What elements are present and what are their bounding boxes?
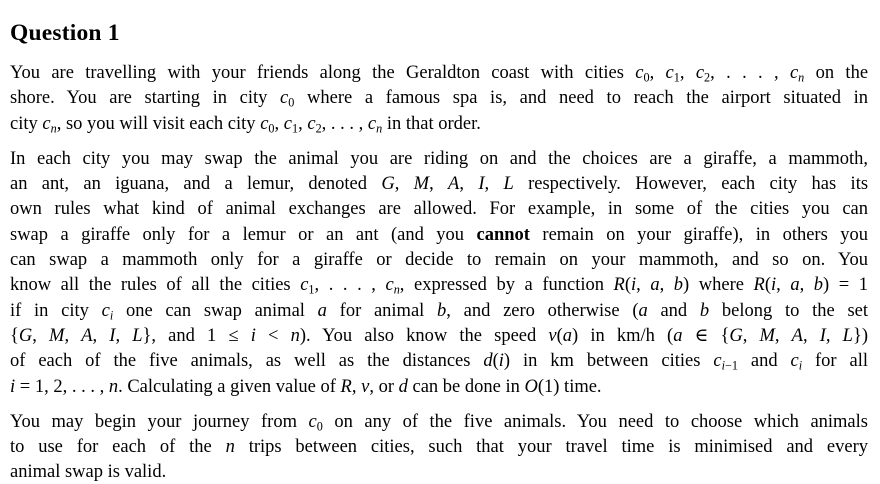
text-run: an ant, an iguana, and a lemur, denoted [10,174,382,195]
math-run: n [225,437,235,458]
text-run: < [255,325,291,346]
text-run: ( [764,275,772,296]
text-run: , [776,275,791,296]
math-run: 2 [704,70,711,85]
text-run: = 1, 2, . . . , [15,376,109,397]
paragraph [10,61,868,137]
math-run: c [713,351,722,372]
math-run: a [650,275,660,296]
text-run: respectively. However, each city has its [513,174,869,195]
math-run: a [638,300,648,321]
text-run: on any of the five animals. You need to choose which animals [322,411,868,432]
text-run: can swap a mammoth only for a giraffe or decide to remain on your mammoth, and so on. You [10,250,868,271]
text-run: , [649,63,666,83]
text-run: , [679,63,696,83]
text-run: to use for each of the [10,437,226,458]
text-run: , and zero otherwise ( [446,300,639,321]
math-run: b [673,275,684,296]
math-run: 1 [673,70,680,85]
math-run: c [260,113,269,134]
text-run: , [825,325,843,346]
text-run: shore. You are starting in city [10,88,281,109]
math-run: G [729,325,743,346]
text-run: on the [804,63,869,83]
math-run: M [413,174,430,195]
text-run: , [774,325,792,346]
text-run: ( [492,351,499,372]
text-line [10,273,868,298]
math-run: −1 [724,358,738,373]
text-run: ) = 1 [823,275,868,296]
text-line [10,460,868,484]
math-run: G [18,325,33,346]
math-run: v [548,325,557,346]
math-run: c [789,63,799,83]
math-run: c [280,88,289,109]
math-run: I [109,325,116,346]
math-run: n [798,70,805,85]
math-run: M [759,325,775,346]
math-run: a [317,300,327,321]
text-line [10,86,868,111]
math-run: c [665,63,674,83]
math-run: b [813,275,824,296]
text-line [10,435,868,460]
text-run: ∈ { [682,325,730,346]
text-run: ) where [683,275,754,296]
text-run: In each city you may swap the animal you are riding on and the choices are a giraffe, a mammoth, [10,148,868,169]
paragraph [10,147,868,400]
text-run: ( [624,275,632,296]
text-run: know all the rules of all the cities [10,275,301,296]
text-run: one can swap animal [113,300,318,321]
math-run: i [250,325,256,346]
text-run: (1) time. [537,376,602,397]
math-run: n [376,121,383,135]
math-run: 1 [291,121,299,135]
text-run: , [659,275,674,296]
math-run: c [42,113,51,134]
text-run: of each of the five animals, as well as the distances [10,351,484,372]
text-run: , [298,113,308,134]
text-run: ( [556,325,563,346]
math-run: L [503,174,514,195]
text-run: ). You also know the speed [299,325,549,346]
math-run: d [483,351,493,372]
text-run: , [32,325,50,346]
text-line [10,248,868,273]
math-run: I [819,325,826,346]
text-run: in that order. [382,113,481,134]
text-run: You are travelling with your friends along the Geraldton coast with cities [10,63,636,83]
math-run: I [478,174,485,195]
math-run: c [307,113,316,134]
text-line [10,112,868,137]
math-run: n [393,282,400,297]
math-run: c [635,63,644,83]
math-run: M [49,325,65,346]
text-run: . Calculating a given value of [118,376,341,397]
text-line [10,375,868,400]
text-run: belong to the set [709,300,868,321]
text-run: city [10,113,43,134]
text-run: , [459,174,479,195]
math-run: G [381,174,395,195]
text-run: , . . . , [321,113,368,134]
math-run: d [398,376,408,397]
text-run: }) [852,325,869,346]
text-run: You may begin your journey from [10,411,309,432]
text-run: , [742,325,760,346]
document-body [10,61,868,484]
text-run: where a famous spa is, and need to reach the airport situated in [294,88,868,109]
text-line [10,299,868,324]
text-run: , [115,325,133,346]
math-run: n [50,121,57,135]
math-run: i [109,308,114,323]
math-run: A [448,174,460,195]
text-run: , [636,275,651,296]
math-run: 1 [308,282,315,297]
math-run: i [771,275,777,296]
math-run: R [753,275,765,296]
text-run: , . . . , [314,275,386,296]
math-run: A [791,325,803,346]
text-run: , [484,174,504,195]
math-run: a [562,325,573,346]
text-run: , . . . , [710,63,790,83]
text-run: , [799,275,814,296]
math-run: R [613,275,625,296]
text-run: and [647,300,700,321]
math-run: c [283,113,292,134]
text-line [10,223,868,248]
text-run: for animal [326,300,438,321]
text-run: if in city [10,300,102,321]
text-line [10,197,868,222]
math-run: L [132,325,143,346]
math-run: R [340,376,352,397]
text-run: , [351,376,362,397]
math-run: a [673,325,683,346]
math-run: A [81,325,93,346]
text-line [10,61,868,86]
paragraph [10,410,868,484]
text-run: trips between cities, such that your travel time is minimised and every [234,437,868,458]
text-run: , [394,174,414,195]
text-run: { [10,325,19,346]
text-run: , [429,174,449,195]
text-run: for all [802,351,868,372]
question-title: Question 1 [10,20,120,46]
text-run: ) in km/h ( [572,325,674,346]
text-run: , [274,113,284,134]
text-line [10,324,868,349]
math-run: c [300,275,309,296]
math-run: c [367,113,377,134]
text-line [10,349,868,374]
math-run: a [790,275,800,296]
text-run: own rules what kind of animal exchanges are allowed. For example, in some of the cities you can [10,199,868,220]
text-run: and [737,351,791,372]
math-run: O [524,376,538,397]
text-line [10,172,868,197]
math-run: n [108,376,119,397]
text-run: , [802,325,820,346]
text-run: animal swap is valid. [10,462,167,483]
text-run: }, and 1 ≤ [142,325,251,346]
math-run: 0 [643,70,650,85]
math-run: i [798,358,803,373]
text-run: , [92,325,110,346]
math-run: n [290,325,300,346]
math-run: 2 [315,121,322,135]
text-run: ) in km between cities [503,351,714,372]
math-run: c [308,411,317,432]
math-run: c [790,351,799,372]
text-line [10,147,868,172]
math-run: b [437,300,447,321]
text-run: swap a giraffe only for a lemur or an ant (and you [10,224,477,245]
math-run: i [721,358,725,373]
math-run: i [631,275,637,296]
text-run: , or [369,376,399,397]
text-run: , so you will visit each city [56,113,261,134]
text-run: can be done in [407,376,525,397]
text-run: remain on your giraffe), in others you [529,224,868,245]
math-run: 0 [316,419,323,434]
math-run: c [695,63,705,83]
math-run: L [842,325,853,346]
text-run: , [64,325,82,346]
math-run: 0 [268,121,275,135]
math-run: i [10,376,16,397]
text-line [10,410,868,435]
math-run: v [361,376,370,397]
math-run: 0 [288,95,295,110]
math-run: i [498,351,504,372]
text-run: , expressed by a function [399,275,614,296]
math-run: c [101,300,110,321]
math-run: c [385,275,394,296]
bold-run: cannot [476,224,530,245]
math-run: b [699,300,710,321]
